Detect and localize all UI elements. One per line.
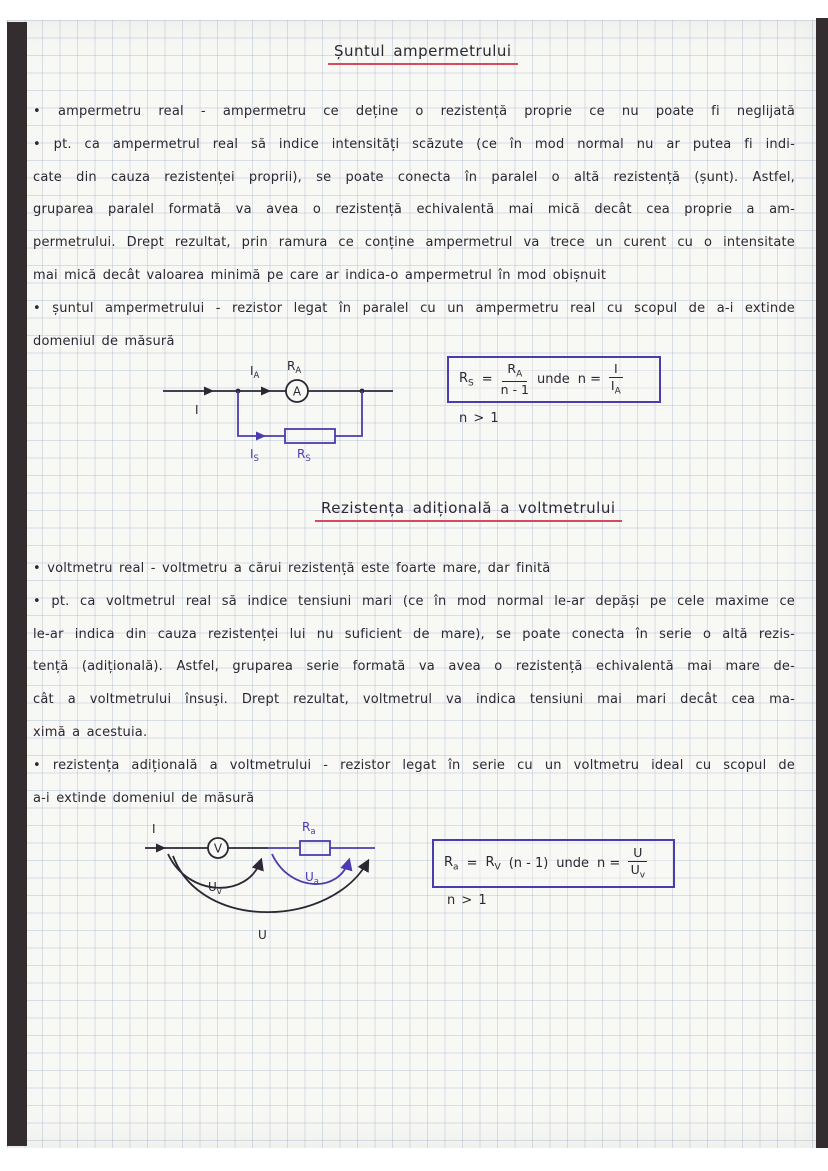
n-definition: n = — [577, 372, 602, 387]
ammeter-condition: n > 1 — [459, 411, 500, 426]
note-line: le-ar indica din cauza rezistenței lui nu suficient de mare), se poate conecta în serie o altă rezis- — [33, 626, 795, 642]
note-line: cate din cauza rezistenței proprii), se poate conecta în paralel o altă rezistență (șunt). Astfel, — [33, 169, 795, 185]
formula-rhs: $R_V$ — [485, 854, 501, 873]
section-title-ammeter-shunt: Șuntul ampermetrului — [328, 42, 518, 65]
scan-edge-left — [7, 22, 27, 1146]
unde-word: unde — [537, 372, 570, 387]
label-additional-resistance: $R_a$ — [302, 820, 316, 837]
note-line: mai mică decât valoarea minimă pe care ar indica-o ampermetrul în mod obișnuit — [33, 267, 607, 283]
voltmeter-formula-box — [432, 839, 675, 888]
label-additional-voltage: $U_a$ — [305, 870, 320, 887]
ammeter-notes-block — [33, 96, 795, 358]
formula-lhs: $R_S$ — [459, 370, 474, 389]
voltmeter-condition: n > 1 — [447, 893, 488, 908]
equals-sign: = — [481, 372, 493, 387]
label-current-total: I — [195, 403, 199, 417]
voltmeter-circuit-diagram — [100, 815, 420, 955]
formula-fraction: $\frac{R_A}{n - 1}$ — [500, 361, 530, 398]
voltmeter-notes-block — [33, 553, 795, 815]
note-line: tență (adițională). Astfel, gruparea serie formată va avea o rezistență echivalentă mai mare de- — [33, 659, 795, 675]
current-arrow — [156, 844, 166, 853]
note-line: • rezistența adițională a voltmetrului - rezistor legat în serie cu un voltmetru ideal cu scopul de — [33, 757, 795, 773]
n-ratio-fraction: $\frac{U}{U_v}$ — [628, 846, 647, 880]
current-arrow-branch — [261, 387, 271, 396]
note-line: permetrului. Drept rezultat, prin ramura ce conține ampermetrul va trece un curent cu o intensitate — [33, 235, 795, 251]
equals-sign: = — [466, 856, 478, 871]
current-arrow-shunt — [256, 432, 266, 441]
note-line: • pt. ca voltmetrul real să indice tensiuni mari (ce în mod normal le-ar depăși pe cele maxime ce — [33, 593, 795, 609]
ammeter-letter: A — [292, 384, 302, 399]
current-arrow-main — [204, 387, 214, 396]
label-current: I — [152, 822, 156, 836]
formula-paren: (n - 1) — [508, 856, 549, 871]
label-branch-current: $I_A$ — [250, 364, 260, 381]
n-ratio-fraction: $\frac{I}{I_A}$ — [610, 361, 621, 397]
formula-lhs: $R_a$ — [444, 854, 459, 873]
ammeter-circuit-diagram — [150, 350, 450, 485]
label-shunt-current: $I_S$ — [250, 447, 259, 464]
n-definition: n = — [597, 856, 621, 871]
scan-edge-right — [816, 18, 828, 1148]
note-line: cât a voltmetrului însuși. Drept rezultat, voltmetrul va indica tensiuni mai mari decât cea ma- — [33, 692, 795, 708]
note-line: • ampermetru real - ampermetru ce deține o rezistență proprie ce nu poate fi neglijată — [33, 104, 795, 119]
note-line: gruparea paralel formată va avea o rezistență echivalentă mai mică decât cea proprie a am- — [33, 202, 795, 218]
section-title-voltmeter-resistance: Rezistența adițională a voltmetrului — [315, 499, 622, 522]
voltmeter-letter: V — [213, 841, 223, 856]
note-line: domeniul de măsură — [33, 333, 175, 349]
note-line: • pt. ca ampermetrul real să indice intensități scăzute (ce în mod normal nu ar putea fi indi- — [33, 136, 795, 152]
label-shunt-resistance: $R_S$ — [297, 447, 311, 464]
note-line: ximă a acestuia. — [33, 724, 148, 740]
label-ammeter-resistance: $R_A$ — [287, 359, 302, 376]
note-line: a-i extinde domeniul de măsură — [33, 790, 255, 806]
shunt-resistor-symbol — [285, 429, 335, 443]
note-line: • șuntul ampermetrului - rezistor legat în paralel cu un ampermetru real cu scopul de a-i extinde — [33, 300, 795, 316]
note-line: • voltmetru real - voltmetru a cărui rezistență este foarte mare, dar finită — [33, 561, 551, 576]
ammeter-formula-box — [447, 356, 661, 403]
label-voltmeter-voltage: $U_v$ — [208, 880, 222, 897]
label-total-voltage: U — [258, 928, 267, 942]
additional-resistor-symbol — [300, 841, 330, 855]
unde-word: unde — [556, 856, 590, 871]
